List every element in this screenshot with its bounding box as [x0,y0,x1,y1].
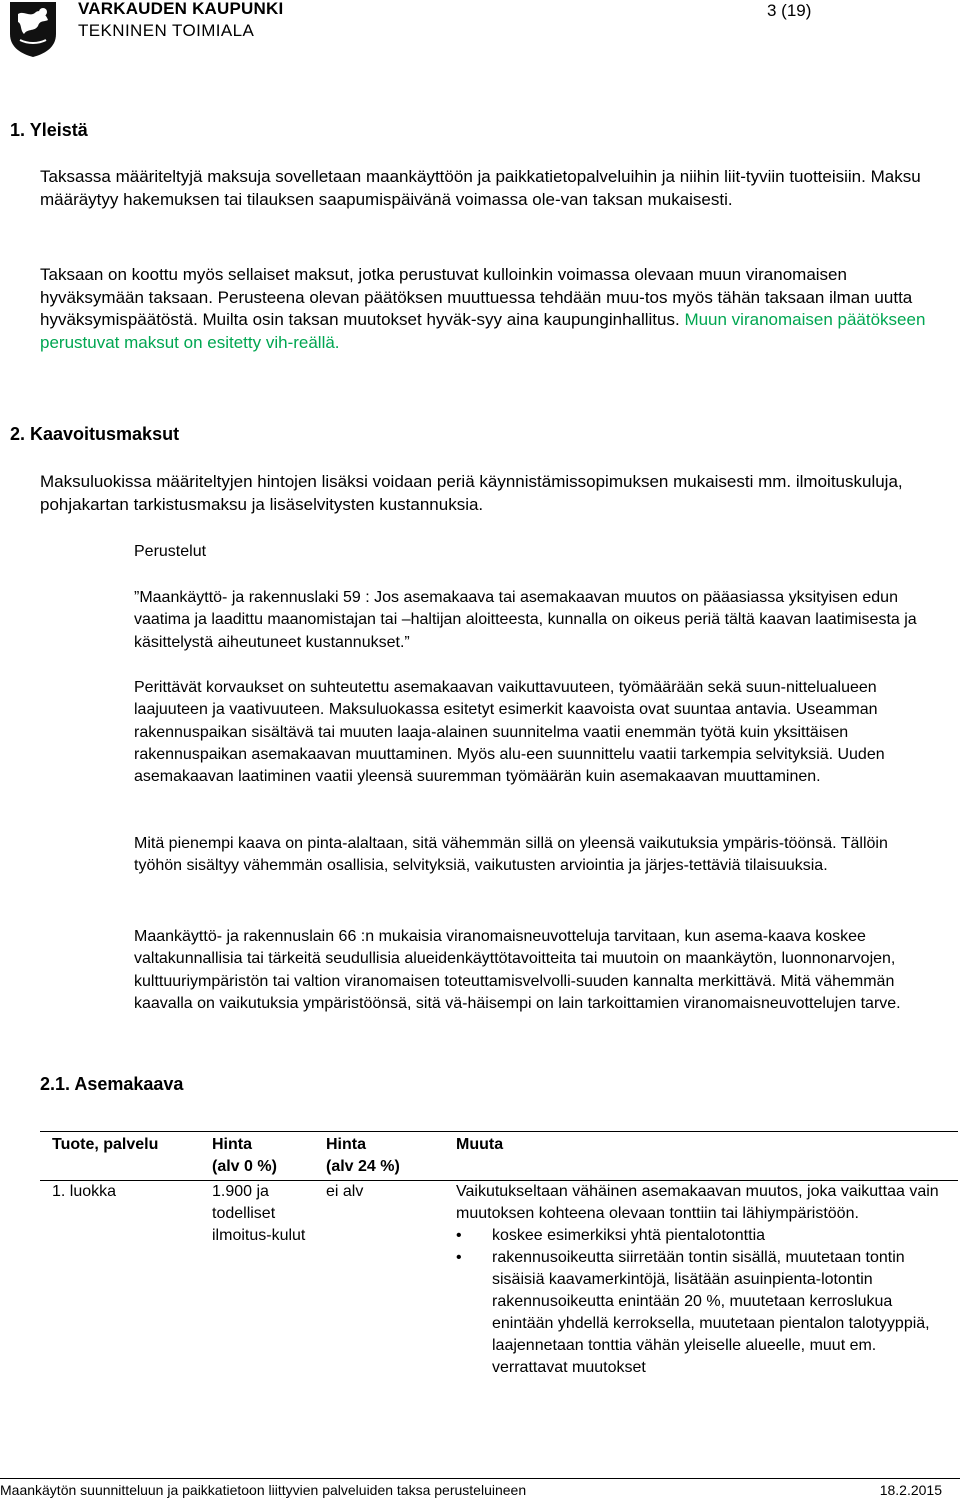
law-quote: ”Maankäyttö- ja rakennuslaki 59 : Jos asemakaava tai asemakaavan muutos on pääasiassa yksityisen edun vaatima ja laadittu maanomistajan tai –haltijan aloitteesta, kunnalla on oikeus periä tältä kaavan laatimisesta ja käsittelystä aiheutuneet kustannukset.” [134,589,917,651]
table-row [40,1181,958,1380]
paragraph-2-text: Taksaan on koottu myös sellaiset maksut, jotka perustuvat kulloinkin voimassa olevaan muun viranomaisen hyväksymään taksaan. Perusteena olevan päätöksen muuttuessa tehdään muu-tos myös tähän taksaan ilman uutta hyväksymispäätöstä. Muilta osin taksan muutokset hyväk-syy aina kaupunginhallitus. [40,265,913,329]
organization-name: VARKAUDEN KAUPUNKI [78,0,284,18]
paragraph-2-green-note: Muun viranomaisen päätökseen perustuvat maksut on esitetty vih-reällä. [40,310,926,352]
cell-price-alv0: 1.900 ja todelliset ilmoitus-kulut [212,1183,306,1244]
section-1-paragraph-1: Taksassa määriteltyjä maksuja sovelletaan maankäyttöön ja paikkatietopalveluihin ja niihin liit-tyviin tuotteisiin. Maksu määräytyy hakemuksen tai tilauksen saapumispäivänä voimassa ole-van taksan mukaisesti. [40,167,921,209]
list-item: • koskee esimerkiksi yhtä pientalotonttia [456,1225,952,1247]
city-coat-of-arms-logo [8,0,58,58]
footer-date: 18.2.2015 [879,1482,942,1498]
asemakaava-fee-table [40,1131,958,1379]
header-notes: Muuta [456,1136,504,1153]
header-price-alv24: Hinta (alv 24 %) [326,1136,400,1175]
paragraph-mrl66: Maankäyttö- ja rakennuslain 66 :n mukaisia viranomaisneuvotteluja tarvitaan, kun asema-kaava koskee valtakunnallisia tai tärkeitä seudullisia alueidenkäyttötavoitteita tai muutoin on maankäytön, luonnonarvojen, kulttuuriympäristön tai valtion viranomaisen toteuttamisvelvolli-suuden kannalta merkittävä. Mitä vähemmän kaavalla on vaikutuksia ympäristöönsä, sitä vä-häisempi on lain tarkoittamien viranomaisneuvottelujen tarve. [134,928,901,1012]
section-1-heading: 1. Yleistä [10,120,88,140]
cell-product: 1. luokka [52,1183,117,1200]
header-price-alv0: Hinta (alv 0 %) [212,1136,277,1175]
cell-notes [444,1181,958,1380]
department-name: TEKNINEN TOIMIALA [78,21,255,40]
page-number: 3 (19) [767,1,812,20]
footer-document-title: Maankäytön suunnitteluun ja paikkatietoon liittyvien palveluiden taksa perusteluineen [0,1482,527,1498]
section-1-paragraph-2 [40,264,940,354]
table-header-row [40,1132,958,1181]
section-2-paragraph-1: Maksuluokissa määriteltyjen hintojen lisäksi voidaan periä käynnistämissopimuksen mukaisesti mm. ilmoituskuluja, pohjakartan tarkistusmaksu ja lisäselvitysten kustannuksia. [40,472,903,514]
cell-price-alv24: ei alv [326,1183,364,1200]
notes-bullet-list [456,1225,952,1379]
section-2-heading: 2. Kaavoitusmaksut [10,424,180,444]
paragraph-korvaukset: Perittävät korvaukset on suhteutettu asemakaavan vaikuttavuuteen, työmäärään sekä suun-nittelualueen laajuuteen ja vaativuuteen. Maksuluokassa esitetyt esimerkit kaavoista ovat suuntaa antavia. Useamman rakennuspaikan sisältävä tai muuten laaja-alainen suunnitelma vaatii enemmän työtä kuin yksittäisen rakennuspaikan asemakaavan muuttaminen. Myös alu-een suunnittelu vaatii tarkempia selvityksiä. Uuden asemakaavan laatiminen vaatii yleensä suuremman työmäärän kuin asemakaavan muuttaminen. [134,679,885,786]
page-footer [0,1478,960,1498]
header-product: Tuote, palvelu [52,1136,159,1153]
list-item: • rakennusoikeutta siirretään tontin sisällä, muutetaan tontin sisäisiä kaavamerkintöjä, lisätään asuinpienta-lotontin rakennusoikeutta enintään 20 %, muutetaan kerroslukua enintään yhdellä kerroksella, muutetaan pientalon talotyyppiä, laajennetaan tonttia vähän yleiselle alueelle, muut em. verrattavat muutokset [456,1247,952,1379]
notes-description: Vaikutukseltaan vähäinen asemakaavan muutos, joka vaikuttaa vain muutoksen kohteena olevaan tonttiin tai lähiympäristöön. [456,1183,939,1222]
paragraph-pienempi: Mitä pienempi kaava on pinta-alaltaan, sitä vähemmän sillä on yleensä vaikutuksia ympäris-töönsä. Tällöin työhön sisältyy vähemmän osallisia, selvityksiä, vaikutusten arviointia ja järjes-tettäviä tilaisuuksia. [134,835,888,875]
section-2-1-heading: 2.1. Asemakaava [40,1074,184,1094]
perustelut-label: Perustelut [134,543,207,560]
